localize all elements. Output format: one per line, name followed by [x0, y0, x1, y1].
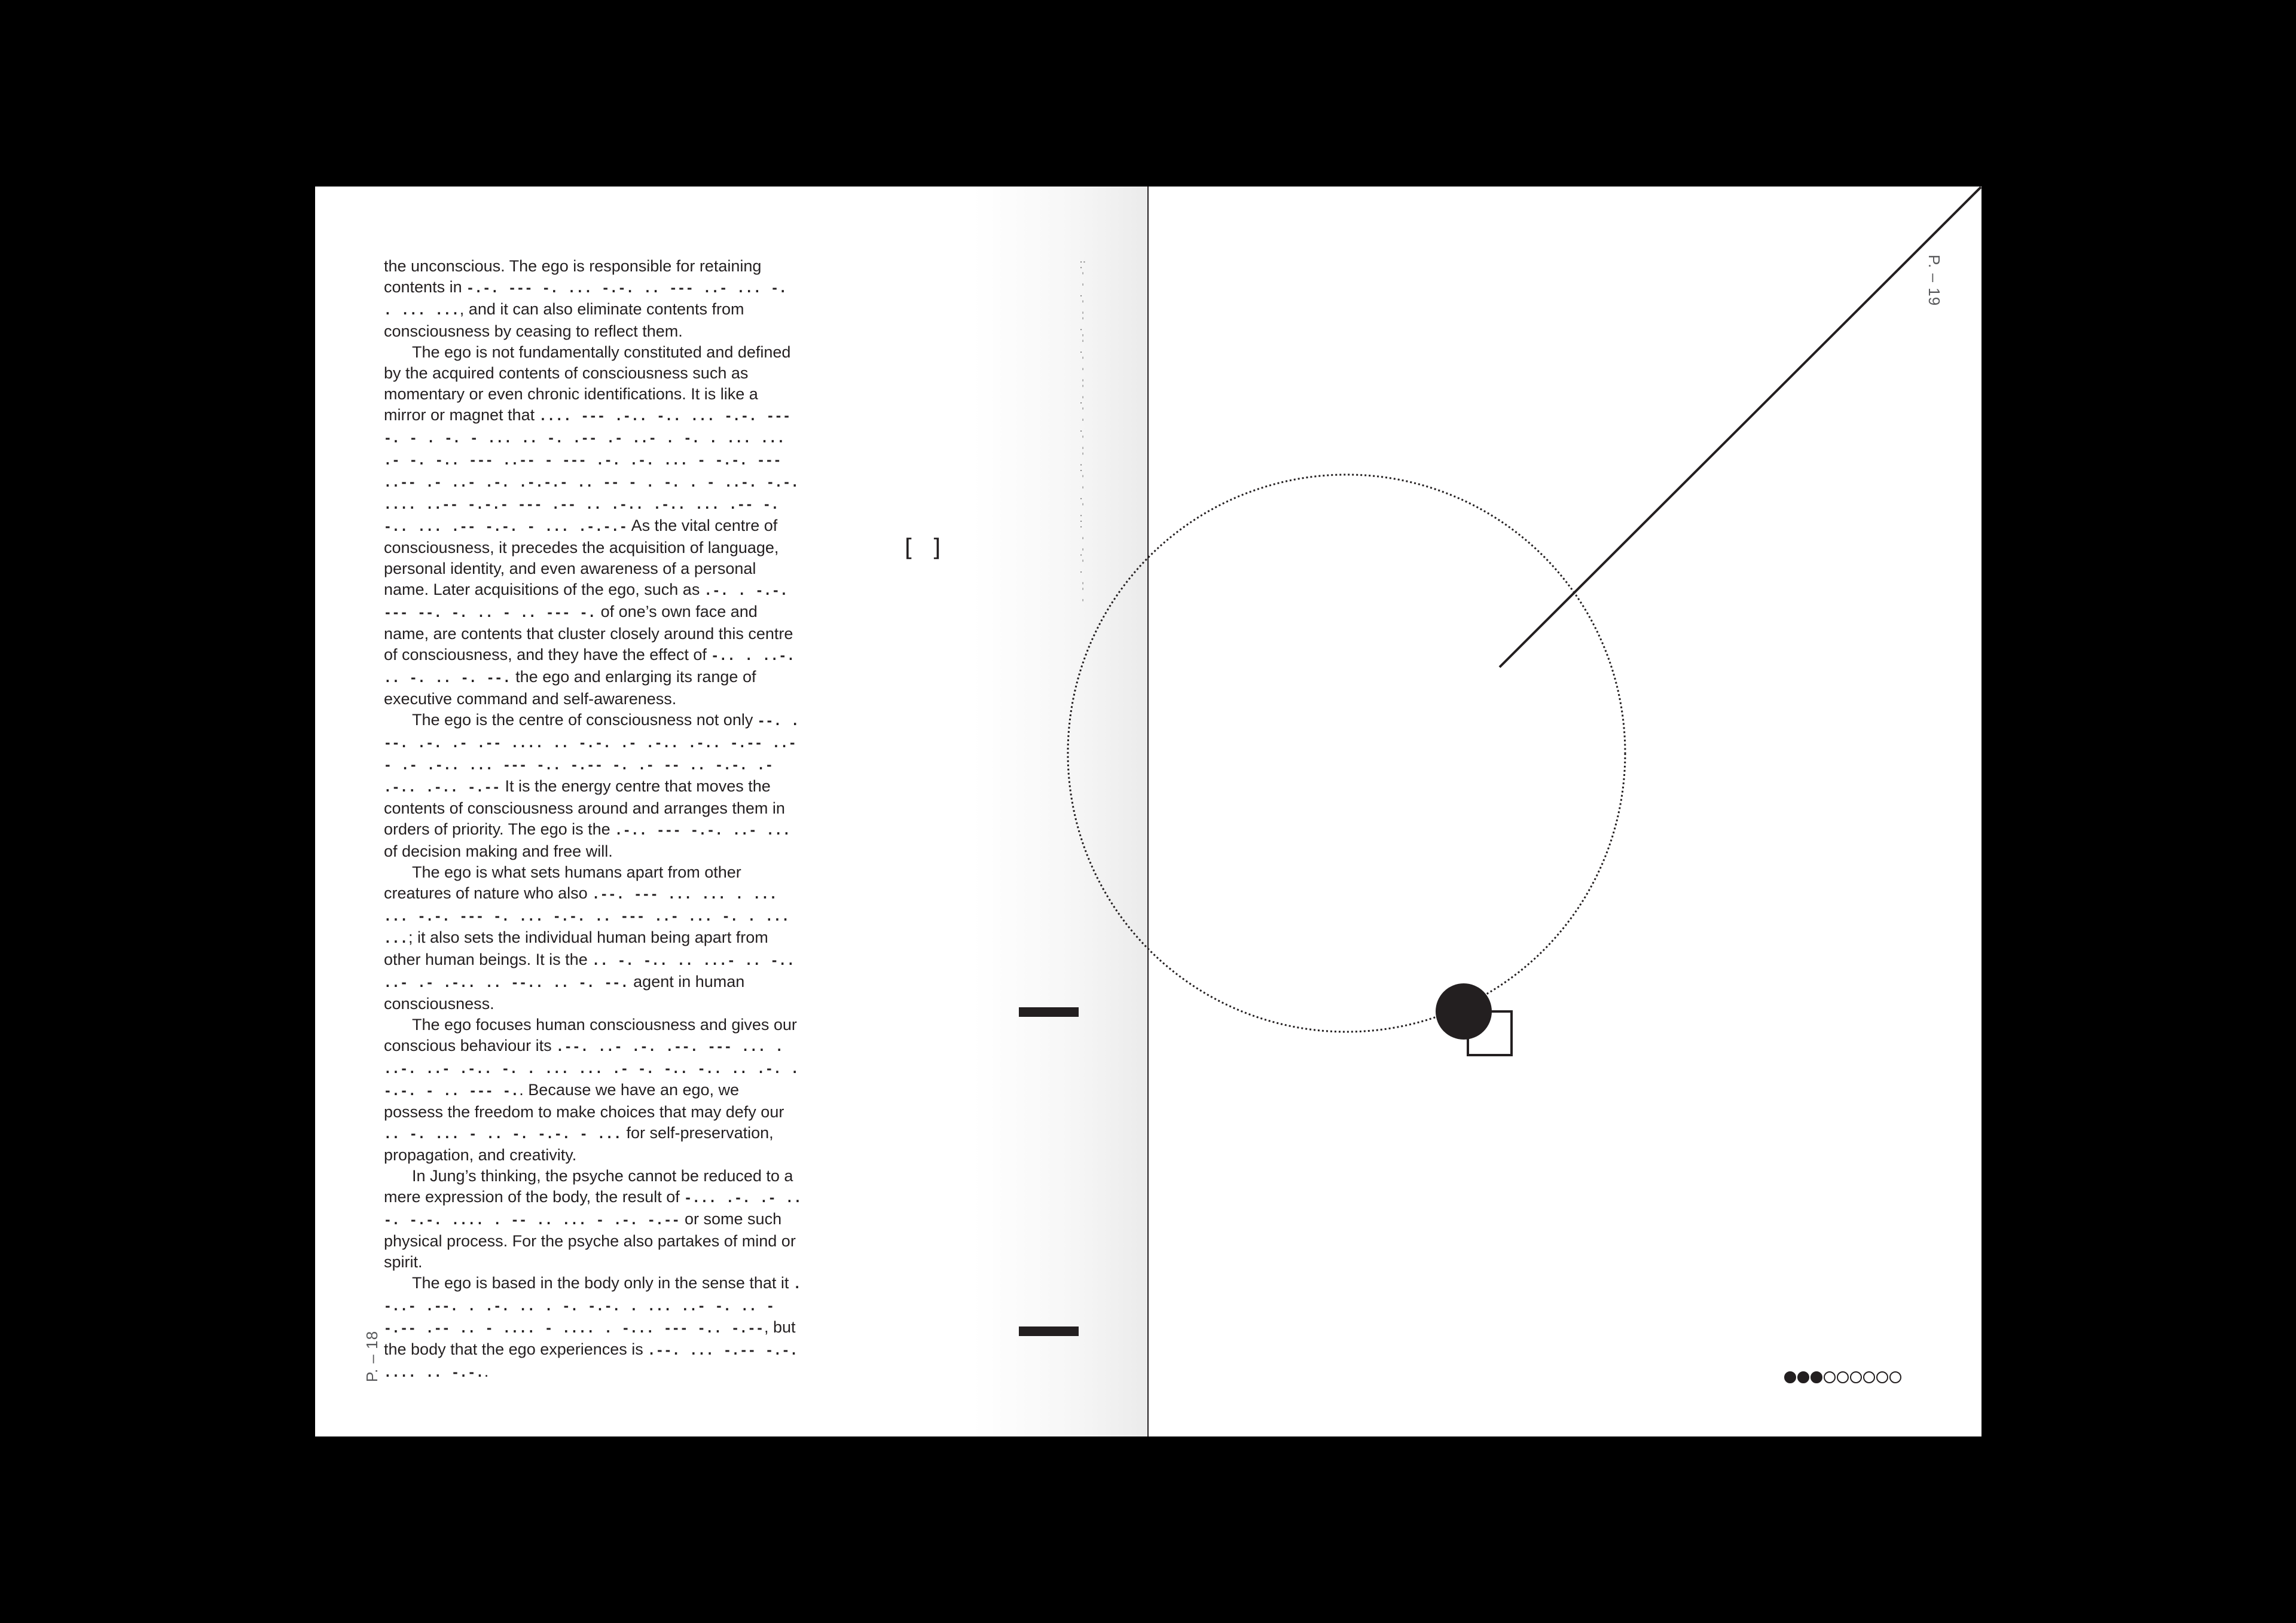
morse-code-phrase: .-.. --- -.-. ..- ...	[615, 823, 791, 838]
text-run: , and it can also eliminate contents from consciousness by ceasing to reflect them.	[384, 300, 744, 340]
page-number-right: P. – 19	[1925, 255, 1943, 307]
morse-code-phrase: .--. ..- .-. .--. --- ... . ..-. ..- .-.. -. . ... ... .- -. -.. -.. .. .-. . -.-. - .. --- -.	[384, 1040, 799, 1098]
text-run: . Because we have an ego, we possess the freedom to make choices that may defy our	[384, 1081, 784, 1121]
vertical-morse-text: :.- - .- -- .-- .- - -- -.- - .- -- ..- - .- ... - -.- . -- -	[1078, 259, 1088, 604]
text-run: As the vital centre of consciousness, it precedes the acquisition of language, personal identity, and even awareness of a personal name. Later acquisitions of the ego, such as	[384, 516, 779, 598]
morse-code-phrase: .. -. -.. .. ...- .. -.. ..- .- .-.. .. --.. .. -. --.	[384, 953, 795, 990]
morse-code-phrase: .-. . -.-. --- --. -. .. - .. --- -.	[384, 583, 789, 620]
solid-black-circle	[1436, 983, 1492, 1040]
text-run: of decision making and free will.	[384, 842, 613, 860]
progress-dot-filled	[1784, 1371, 1796, 1383]
text-run: ; it also sets the individual human being apart from other human beings. It is the	[384, 928, 768, 968]
book-spread	[315, 187, 1981, 1436]
progress-dot-filled	[1797, 1371, 1809, 1383]
text-run: In Jung’s thinking, the psyche cannot be reduced to a mere expression of the body, the result of	[384, 1167, 793, 1206]
morse-code-phrase: -... .-. .- .. -. -.-. .... . -- .. ... - .-. -.--	[384, 1191, 802, 1227]
text-run: , but the body that the ego experiences is	[384, 1318, 796, 1358]
progress-dot-empty	[1876, 1371, 1888, 1383]
progress-dot-filled	[1810, 1371, 1822, 1383]
progress-dot-empty	[1850, 1371, 1862, 1383]
diagonal-line	[1500, 187, 1981, 667]
text-run: The ego is the centre of consciousness not only	[412, 711, 758, 729]
progress-dots	[1784, 1371, 1903, 1383]
text-run: agent in human consciousness.	[384, 973, 745, 1013]
morse-code-phrase: . -..- .--. . .-. .. . -. -.-. . ... ..- -. .. - -.-- .-- .. - .... - .... . -... --- -.. -.--	[384, 1277, 802, 1335]
morse-code-phrase: --. . --. .-. .- .-- .... .. -.-. .- .-.. .-.. -.-- ..- - .- .-.. ... --- -.. -.-- -. .- -- .. -.-. .- .-.. .-.. -.--	[384, 714, 800, 794]
text-run: .	[484, 1362, 489, 1380]
text-run: for self-preservation, propagation, and creativity.	[384, 1124, 774, 1164]
progress-dot-empty	[1837, 1371, 1849, 1383]
text-run: The ego is not fundamentally constituted and defined by the acquired contents of consciousness such as momentary or even chronic identifications. It is like a mirror or magnet that	[384, 343, 791, 424]
progress-dot-empty	[1863, 1371, 1875, 1383]
text-run: The ego is what sets humans apart from other creatures of nature who also	[384, 863, 741, 902]
morse-code-phrase: -.. . ..-. .. -. .. -. --.	[384, 649, 795, 685]
page-number-left: P. – 18	[363, 1330, 381, 1382]
morse-code-phrase: .. -. ... - .. -. -.-. - ...	[384, 1127, 622, 1141]
text-run: The ego is based in the body only in the sense that it	[412, 1274, 793, 1292]
morse-code-phrase: .--. ... -.-- -.-. .... .. -.-.	[384, 1343, 798, 1380]
morse-code-phrase: .--. --- ... ... . ... ... -.-. --- -. ... -.-. .. --- ..- ... -. . ... ...	[384, 887, 790, 946]
geometric-illustration	[315, 187, 1981, 1436]
progress-dot-empty	[1824, 1371, 1836, 1383]
text-run: The ego focuses human consciousness and gives our conscious behaviour its	[384, 1016, 797, 1055]
text-run: of one’s own face and name, are contents that cluster closely around this centre of consciousness, and they have the effect of	[384, 603, 793, 664]
morse-code-phrase: .... --- .-.. -.. ... -.-. --- -. - . -. - ... .. -. .-- .- ..- . -. . ... ... .- -. -.. --- ..-- - --- .-. .-. ... - -.-. --- ..-- .- ..- .-. .-.-.- .. -- - . -. . - ..-. -.-. .... ..-- -.-.- --- .-- .. .-.. .-.. ... .-- -. -.. ... .-- -.-. - ... .-.-.-	[384, 409, 799, 534]
text-run: the unconscious. The ego is responsible for retaining contents in	[384, 257, 762, 296]
morse-code-phrase: -.-. --- -. ... -.-. .. --- ..- ... -. . ... ...	[384, 281, 787, 317]
dotted-orbit-circle	[1068, 475, 1625, 1032]
text-run: It is the energy centre that moves the contents of consciousness around and arranges them in orders of priority. The ego is the	[384, 777, 785, 838]
text-run: the ego and enlarging its range of executive command and self-awareness.	[384, 668, 756, 708]
text-run: or some such physical process. For the psyche also partakes of mind or spirit.	[384, 1210, 796, 1271]
progress-dot-empty	[1889, 1371, 1901, 1383]
bracket-mark: [ ]	[901, 534, 945, 562]
